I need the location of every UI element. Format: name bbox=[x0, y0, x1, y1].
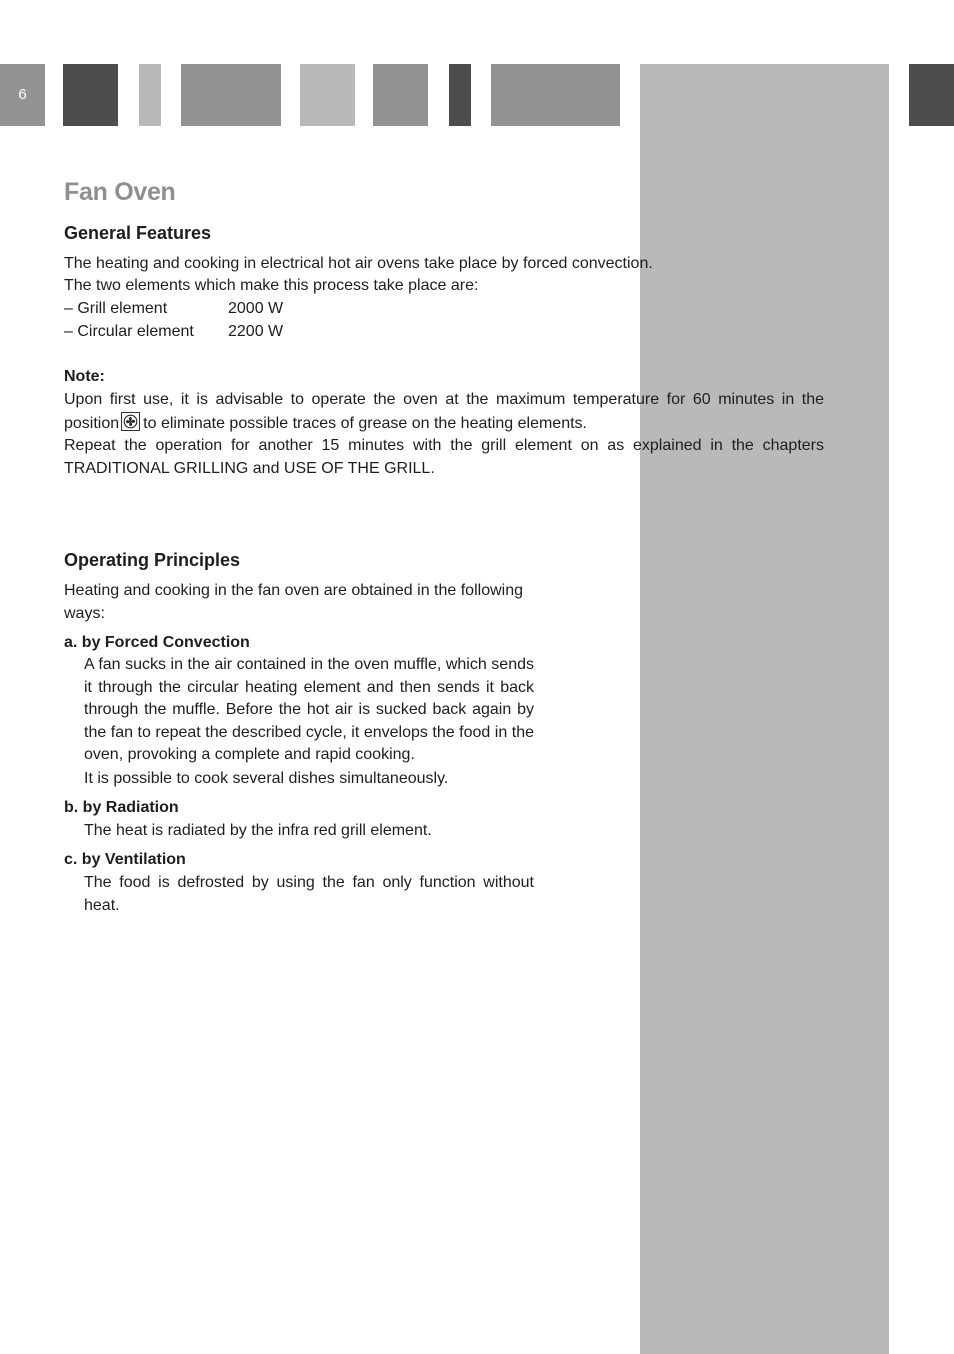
note-text-after: to eliminate possible traces of grease on the heating elements. bbox=[143, 414, 587, 432]
header-bar bbox=[373, 64, 428, 126]
header-bar bbox=[300, 64, 355, 126]
header-bar bbox=[449, 64, 471, 126]
header-bar bbox=[63, 64, 118, 126]
header-bar bbox=[909, 64, 954, 126]
operating-intro: Heating and cooking in the fan oven are obtained in the following ways: bbox=[64, 582, 523, 622]
header-bar bbox=[491, 64, 620, 126]
page-title: Fan Oven bbox=[64, 178, 176, 206]
fan-mode-icon bbox=[121, 412, 140, 431]
radiation-heading: b. by Radiation bbox=[64, 799, 179, 816]
spec-name: – Circular element bbox=[64, 323, 194, 340]
general-line-1: The heating and cooking in electrical hot air ovens take place by forced convection. bbox=[64, 255, 653, 272]
forced-convection-heading: a. by Forced Convection bbox=[64, 634, 250, 651]
general-features-heading: General Features bbox=[64, 223, 212, 243]
radiation-text: The heat is radiated by the infra red grill element. bbox=[84, 822, 432, 839]
note-label: Note: bbox=[64, 368, 105, 385]
note-text-before: Upon first use, it is advisable to operate the oven at the maximum temperature for 60 minutes in the position bbox=[64, 391, 824, 432]
general-line-2: The two elements which make this process take place are: bbox=[64, 277, 479, 294]
spec-power: 2200 W bbox=[228, 323, 284, 340]
side-panel bbox=[640, 64, 889, 1354]
ventilation-heading: c. by Ventilation bbox=[64, 851, 186, 868]
forced-convection-text: A fan sucks in the air contained in the oven muffle, which sends it through the circular heating element and then sends it back through the muffle. Before the hot air is sucked back again by the fan to repeat the described cycle, it envelops the food in the oven, provoking a complete and rapid cooking. bbox=[84, 656, 534, 763]
operating-principles-heading: Operating Principles bbox=[64, 550, 241, 570]
spec-power: 2000 W bbox=[228, 300, 284, 317]
spec-row bbox=[64, 298, 283, 320]
header-bar bbox=[139, 64, 161, 126]
spec-name: – Grill element bbox=[64, 300, 168, 317]
note-paragraph-1 bbox=[64, 389, 824, 435]
note-paragraph-2: Repeat the operation for another 15 minutes with the grill element on as explained in the chapters TRADITIONAL GRILLING and USE OF THE GRILL. bbox=[64, 437, 824, 477]
ventilation-text: The food is defrosted by using the fan only function without heat. bbox=[84, 874, 534, 914]
header-bar bbox=[181, 64, 281, 126]
spec-row bbox=[64, 321, 283, 343]
forced-convection-note: It is possible to cook several dishes simultaneously. bbox=[84, 770, 449, 787]
page-number: 6 bbox=[0, 64, 45, 126]
